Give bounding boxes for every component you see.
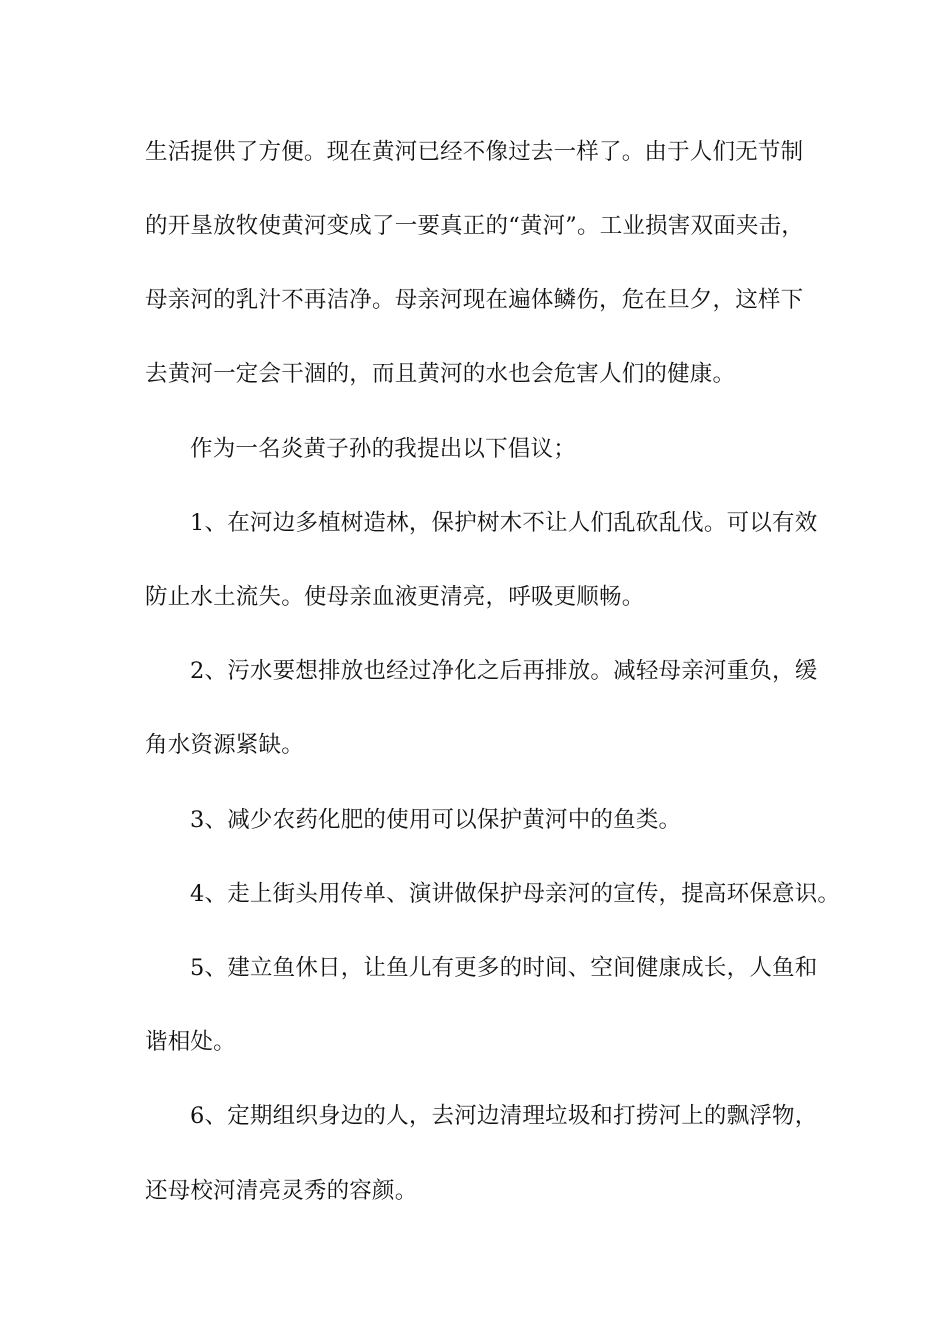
paragraph-line: 的开垦放牧使黄河变成了一要真正的“黄河”。工业损害双面夹击，	[145, 213, 805, 239]
proposal-item-2-continued: 角水资源紧缺。	[145, 732, 304, 758]
proposal-item-4: 4、走上街头用传单、演讲做保护母亲河的宣传，提高环保意识。	[190, 881, 841, 907]
paragraph-line: 母亲河的乳汁不再洁净。母亲河现在遍体鳞伤，危在旦夕，这样下	[145, 287, 804, 313]
proposal-item-3: 3、减少农药化肥的使用可以保护黄河中的鱼类。	[190, 807, 682, 833]
proposal-item-1-continued: 防止水土流失。使母亲血液更清亮，呼吸更顺畅。	[145, 584, 645, 610]
paragraph-line: 生活提供了方便。现在黄河已经不像过去一样了。由于人们无节制	[145, 139, 804, 165]
proposal-item-5: 5、建立鱼休日，让鱼儿有更多的时间、空间健康成长，人鱼和	[190, 955, 818, 981]
proposal-item-2: 2、污水要想排放也经过净化之后再排放。减轻母亲河重负，缓	[190, 658, 818, 684]
proposal-item-6-continued: 还母校河清亮灵秀的容颜。	[145, 1178, 418, 1204]
paragraph-line: 去黄河一定会干涸的，而且黄河的水也会危害人们的健康。	[145, 361, 736, 387]
proposal-item-1: 1、在河边多植树造林，保护树木不让人们乱砍乱伐。可以有效	[190, 510, 818, 536]
proposal-item-5-continued: 谐相处。	[145, 1029, 236, 1055]
proposal-intro: 作为一名炎黄子孙的我提出以下倡议；	[190, 436, 576, 462]
proposal-item-6: 6、定期组织身边的人，去河边清理垃圾和打捞河上的飘浮物，	[190, 1103, 818, 1129]
